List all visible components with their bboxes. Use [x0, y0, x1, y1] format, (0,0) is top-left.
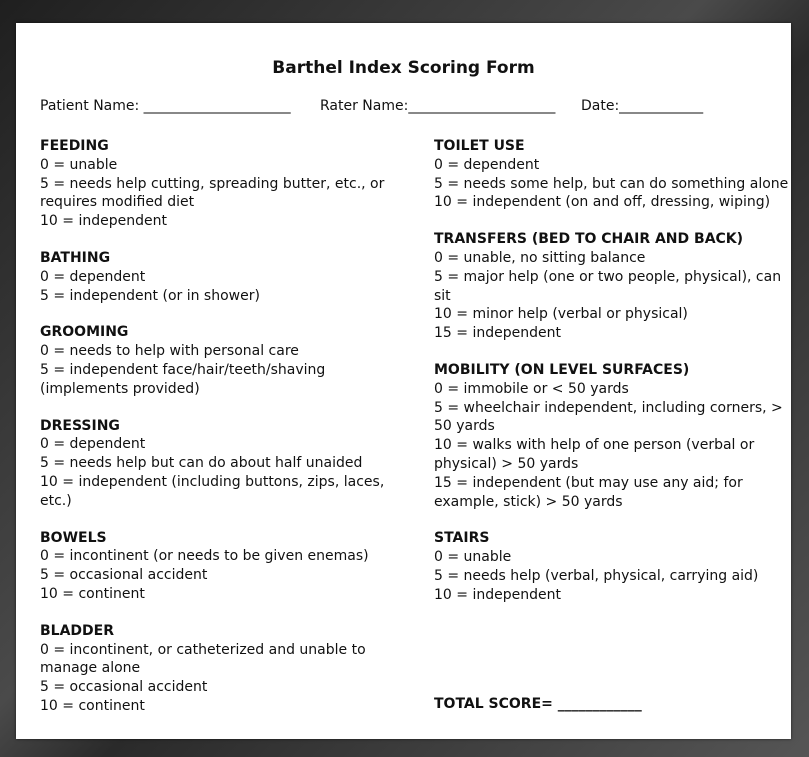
- section-title: DRESSING: [40, 417, 120, 434]
- date-field[interactable]: Date:____________: [581, 98, 704, 114]
- score-line: 5 = independent face/hair/teeth/shaving: [40, 361, 326, 378]
- section-title: TRANSFERS (BED TO CHAIR AND BACK): [434, 231, 744, 248]
- section-title: GROOMING: [40, 324, 129, 341]
- score-line: (implements provided): [40, 380, 200, 397]
- score-line: 50 yards: [434, 418, 495, 435]
- score-line: 10 = minor help (verbal or physical): [434, 306, 688, 323]
- score-line: example, stick) > 50 yards: [434, 493, 623, 510]
- section-transfers: [434, 230, 782, 343]
- section-bowels: [40, 529, 390, 604]
- section-title: STAIRS: [434, 530, 490, 547]
- score-line: 15 = independent (but may use any aid; for: [434, 474, 743, 491]
- section-title: BATHING: [40, 249, 111, 266]
- score-line: 0 = dependent: [40, 436, 146, 453]
- score-line: 0 = incontinent, or catheterized and unable to: [40, 641, 366, 658]
- score-line: 5 = major help (one or two people, physical), can: [434, 268, 782, 285]
- score-line: 5 = independent (or in shower): [40, 287, 260, 304]
- left-column: [40, 137, 390, 716]
- section-title: BLADDER: [40, 622, 115, 639]
- score-line: 5 = needs help (verbal, physical, carrying aid): [434, 567, 759, 584]
- score-line: requires modified diet: [40, 194, 195, 211]
- section-title: BOWELS: [40, 529, 107, 546]
- score-line: 0 = unable, no sitting balance: [434, 249, 646, 266]
- score-line: manage alone: [40, 660, 141, 677]
- score-line: physical) > 50 yards: [434, 455, 579, 472]
- score-line: 10 = independent: [40, 213, 167, 230]
- score-line: 5 = needs help but can do about half unaided: [40, 455, 363, 472]
- score-line: 5 = needs help cutting, spreading butter, etc., or: [40, 175, 385, 192]
- score-line: 0 = unable: [40, 156, 118, 173]
- section-title: FEEDING: [40, 138, 109, 154]
- score-line: 0 = unable: [434, 549, 512, 566]
- score-line: etc.): [40, 492, 72, 509]
- section-feeding: [40, 137, 390, 231]
- section-title: TOILET USE: [434, 138, 525, 154]
- patient-name-field[interactable]: Patient Name: _____________________: [40, 98, 291, 114]
- total-score-field[interactable]: TOTAL SCORE= ____________: [434, 696, 642, 712]
- score-line: 0 = needs to help with personal care: [40, 343, 299, 360]
- section-bladder: [40, 622, 390, 716]
- section-stairs: [434, 529, 779, 604]
- score-line: 10 = continent: [40, 697, 145, 714]
- form-title: Barthel Index Scoring Form: [272, 58, 535, 78]
- section-bathing: [40, 249, 390, 305]
- score-line: 10 = independent (on and off, dressing, wiping): [434, 194, 771, 211]
- score-line: 5 = occasional accident: [40, 567, 208, 584]
- score-line: 10 = independent: [434, 586, 561, 603]
- rater-name-field[interactable]: Rater Name:_____________________: [320, 98, 556, 114]
- score-line: sit: [434, 287, 451, 304]
- section-grooming: [40, 323, 390, 398]
- score-line: 5 = occasional accident: [40, 679, 208, 696]
- score-line: 0 = dependent: [434, 156, 540, 173]
- scoring-form-page: [16, 23, 791, 739]
- score-line: 0 = immobile or < 50 yards: [434, 380, 629, 397]
- right-column: [434, 137, 789, 605]
- section-mobility: [434, 361, 783, 511]
- score-line: 5 = needs some help, but can do something alone: [434, 175, 789, 192]
- score-line: 5 = wheelchair independent, including corners, >: [434, 399, 783, 416]
- score-line: 0 = incontinent (or needs to be given enemas): [40, 548, 369, 565]
- score-line: 10 = independent (including buttons, zips, laces,: [40, 473, 385, 490]
- section-title: MOBILITY (ON LEVEL SURFACES): [434, 361, 690, 378]
- score-line: 10 = continent: [40, 585, 145, 602]
- section-toilet-use: [434, 137, 789, 212]
- score-line: 0 = dependent: [40, 268, 146, 285]
- score-line: 15 = independent: [434, 325, 561, 342]
- score-line: 10 = walks with help of one person (verbal or: [434, 437, 755, 454]
- section-dressing: [40, 417, 390, 511]
